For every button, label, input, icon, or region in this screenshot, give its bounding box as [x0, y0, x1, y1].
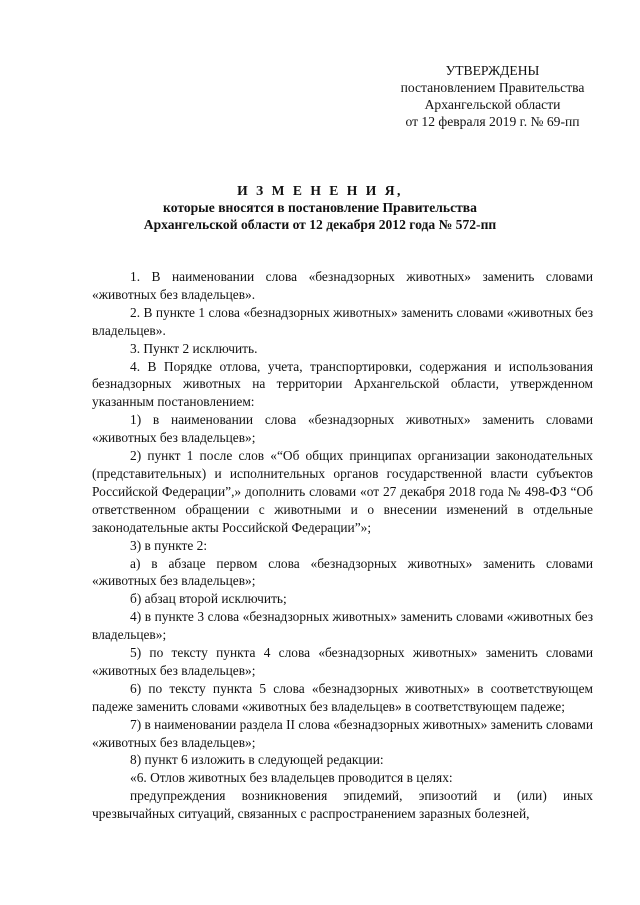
- approval-line-2: Архангельской области: [424, 97, 561, 112]
- paragraph: 1) в наименовании слова «безнадзорных животных» заменить словами «животных без владельцев»;: [92, 412, 593, 446]
- paragraph: 3) в пункте 2:: [130, 537, 208, 553]
- paragraph: 5) по тексту пункта 4 слова «безнадзорных животных» заменить словами «животных без владельцев»;: [92, 645, 593, 678]
- document-title: [60, 182, 580, 233]
- paragraph: 7) в наименовании раздела II слова «безнадзорных животных» заменить словами «животных без владельцев»;: [92, 716, 593, 750]
- paragraph: 8) пункт 6 изложить в следующей редакции:: [130, 752, 384, 768]
- paragraph: 2. В пункте 1 слова «безнадзорных животных» заменить словами «животных без владельцев».: [92, 304, 593, 338]
- paragraph: б) абзац второй исключить;: [130, 591, 287, 607]
- paragraph: «6. Отлов животных без владельцев проводится в целях:: [130, 770, 453, 786]
- title-line-1: которые вносятся в постановление Правительства: [163, 200, 477, 215]
- approval-stamp: [380, 62, 605, 130]
- approval-line-3: от 12 февраля 2019 г. № 69-пп: [405, 114, 580, 129]
- title-main: И З М Е Н Е Н И Я,: [237, 183, 403, 198]
- approval-line-1: постановлением Правительства: [400, 80, 585, 95]
- paragraph: 3. Пункт 2 исключить.: [130, 340, 258, 356]
- paragraph: 1. В наименовании слова «безнадзорных животных» заменить словами «животных без владельцев».: [92, 269, 593, 302]
- paragraph: 2) пункт 1 после слов «“Об общих принципах организации законодательных (представительных) и исполнительных органов государственной власти субъектов Российской Федерации”,» дополнить словами «от 27 декабря 2018 года № 498-ФЗ “Об ответственном обращении с животными и о внесении изменений в отдельные законодательные акты Российской Федерации”»;: [92, 448, 593, 535]
- paragraph: 4. В Порядке отлова, учета, транспортировки, содержания и использования безнадзорных животных на территории Архангельской области, утвержденном указанным постановлением:: [92, 358, 593, 410]
- approval-heading: УТВЕРЖДЕНЫ: [445, 63, 540, 78]
- paragraph: 4) в пункте 3 слова «безнадзорных животных» заменить словами «животных без владельцев»;: [92, 609, 593, 643]
- paragraph: 6) по тексту пункта 5 слова «безнадзорных животных» в соответствующем падеже заменить словами «животных без владельцев» в соответствующем падеже;: [92, 680, 593, 714]
- document-body: [92, 268, 593, 823]
- title-line-2: Архангельской области от 12 декабря 2012 года № 572-пп: [143, 217, 497, 232]
- paragraph: а) в абзаце первом слова «безнадзорных животных» заменить словами «животных без владельцев»;: [92, 555, 593, 589]
- paragraph: предупреждения возникновения эпидемий, эпизоотий и (или) иных чрезвычайных ситуаций, связанных с распространением заразных болезней,: [92, 788, 593, 822]
